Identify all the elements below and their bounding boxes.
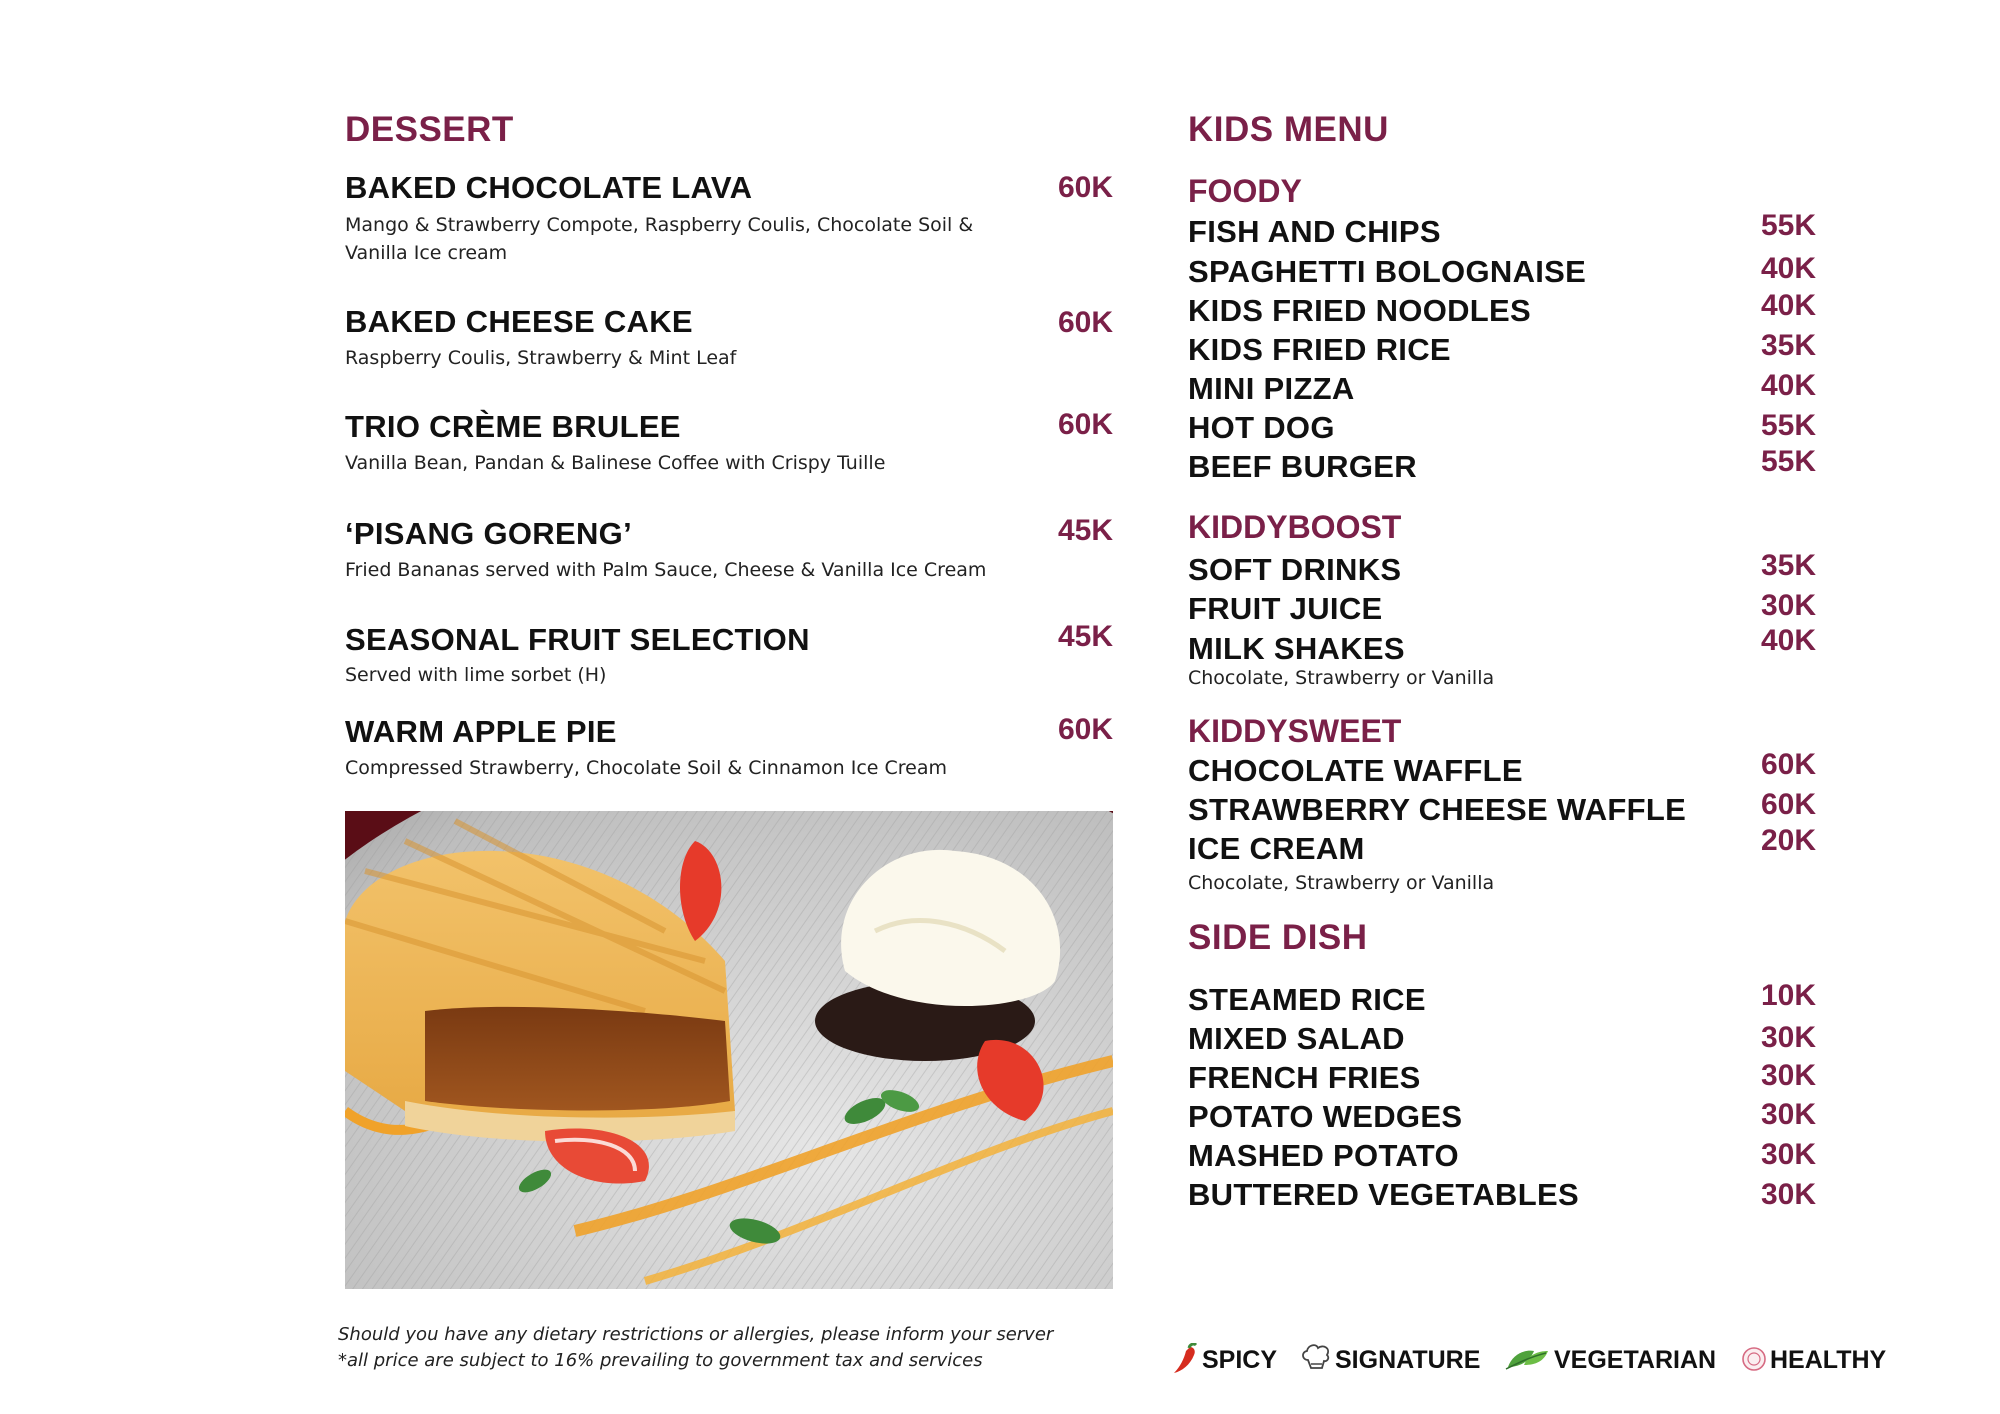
kids-item-price: 30K — [1760, 589, 1816, 622]
kids-item-price: 40K — [1760, 624, 1816, 657]
kids-item-price: 20K — [1760, 824, 1816, 857]
kids-item-price: 35K — [1760, 329, 1816, 362]
side-item-name: BUTTERED VEGETABLES — [1188, 1177, 1579, 1212]
tax-note: *all price are subject to 16% prevailing to government tax and services — [338, 1350, 983, 1371]
kids-item-price: 55K — [1760, 209, 1816, 242]
side-item-name: STEAMED RICE — [1188, 982, 1426, 1017]
chef-hat-icon — [1300, 1342, 1332, 1372]
dessert-item-price: 60K — [1057, 713, 1113, 746]
dessert-item-desc: Fried Bananas served with Palm Sauce, Cheese & Vanilla Ice Cream — [345, 559, 987, 581]
kids-item-price: 55K — [1760, 409, 1816, 442]
dessert-item-name: BAKED CHEESE CAKE — [345, 304, 693, 339]
kids-item-name: HOT DOG — [1188, 410, 1335, 445]
legend-label: SPICY — [1202, 1346, 1278, 1374]
side-item-price: 30K — [1760, 1059, 1816, 1092]
chili-pepper-icon — [1172, 1343, 1200, 1375]
dessert-item-price: 60K — [1057, 171, 1113, 204]
kiddysweet-title: KIDDYSWEET — [1188, 713, 1402, 749]
healthy-badge-icon — [1741, 1346, 1767, 1372]
kids-item-price: 40K — [1760, 289, 1816, 322]
kids-menu-title: KIDS MENU — [1188, 110, 1389, 149]
dessert-title: DESSERT — [345, 110, 514, 149]
side-item-name: MASHED POTATO — [1188, 1138, 1459, 1173]
kids-item-name: FISH AND CHIPS — [1188, 214, 1441, 249]
kids-item-name: KIDS FRIED RICE — [1188, 332, 1451, 367]
kids-item-name: KIDS FRIED NOODLES — [1188, 293, 1531, 328]
dessert-item-name: SEASONAL FRUIT SELECTION — [345, 622, 810, 657]
dessert-item-desc: Served with lime sorbet (H) — [345, 664, 607, 686]
dessert-item-name: TRIO CRÈME BRULEE — [345, 409, 681, 444]
allergy-note: Should you have any dietary restrictions or allergies, please inform your server — [338, 1324, 1054, 1345]
dessert-item-desc: Compressed Strawberry, Chocolate Soil & Cinnamon Ice Cream — [345, 757, 948, 779]
kids-item-name: MINI PIZZA — [1188, 371, 1355, 406]
legend-label: SIGNATURE — [1335, 1346, 1481, 1374]
kiddyboost-title: KIDDYBOOST — [1188, 509, 1402, 545]
side-item-price: 30K — [1760, 1098, 1816, 1131]
kids-item-price: 40K — [1760, 252, 1816, 285]
kids-item-desc: Chocolate, Strawberry or Vanilla — [1188, 667, 1495, 689]
side-dish-title: SIDE DISH — [1188, 918, 1368, 957]
kids-item-name: MILK SHAKES — [1188, 631, 1405, 666]
dessert-item-price: 60K — [1057, 306, 1113, 339]
side-item-name: FRENCH FRIES — [1188, 1060, 1421, 1095]
dessert-item-desc: Vanilla Bean, Pandan & Balinese Coffee with Crispy Tuille — [345, 452, 886, 474]
side-item-name: MIXED SALAD — [1188, 1021, 1405, 1056]
kids-item-name: STRAWBERRY CHEESE WAFFLE — [1188, 792, 1687, 827]
dessert-item-name: WARM APPLE PIE — [345, 714, 617, 749]
kids-item-price: 60K — [1760, 788, 1816, 821]
kids-item-name: CHOCOLATE WAFFLE — [1188, 753, 1523, 788]
side-item-price: 30K — [1760, 1021, 1816, 1054]
leaf-icon — [1504, 1345, 1550, 1371]
kids-item-name: ICE CREAM — [1188, 831, 1365, 866]
dessert-item-price: 45K — [1057, 620, 1113, 653]
legend-label: VEGETARIAN — [1554, 1346, 1717, 1374]
dessert-item-name: BAKED CHOCOLATE LAVA — [345, 170, 753, 205]
side-item-name: POTATO WEDGES — [1188, 1099, 1463, 1134]
foody-title: FOODY — [1188, 173, 1302, 209]
side-item-price: 30K — [1760, 1138, 1816, 1171]
kids-item-price: 40K — [1760, 369, 1816, 402]
kids-item-price: 60K — [1760, 748, 1816, 781]
kids-item-price: 35K — [1760, 549, 1816, 582]
dessert-item-price: 45K — [1057, 514, 1113, 547]
kids-item-name: BEEF BURGER — [1188, 449, 1417, 484]
dessert-item-name: ‘PISANG GORENG’ — [345, 516, 632, 551]
kids-item-name: SOFT DRINKS — [1188, 552, 1402, 587]
kids-item-desc: Chocolate, Strawberry or Vanilla — [1188, 872, 1495, 894]
side-item-price: 30K — [1760, 1178, 1816, 1211]
kids-item-name: SPAGHETTI BOLOGNAISE — [1188, 254, 1587, 289]
dessert-item-price: 60K — [1057, 408, 1113, 441]
dessert-item-desc: Mango & Strawberry Compote, Raspberry Coulis, Chocolate Soil & Vanilla Ice cream — [345, 214, 974, 264]
legend-label: HEALTHY — [1770, 1346, 1887, 1374]
side-item-price: 10K — [1760, 979, 1816, 1012]
kids-item-price: 55K — [1760, 445, 1816, 478]
dessert-item-desc: Raspberry Coulis, Strawberry & Mint Leaf — [345, 347, 737, 369]
apple-pie-photo — [345, 811, 1113, 1289]
kids-item-name: FRUIT JUICE — [1188, 591, 1383, 626]
